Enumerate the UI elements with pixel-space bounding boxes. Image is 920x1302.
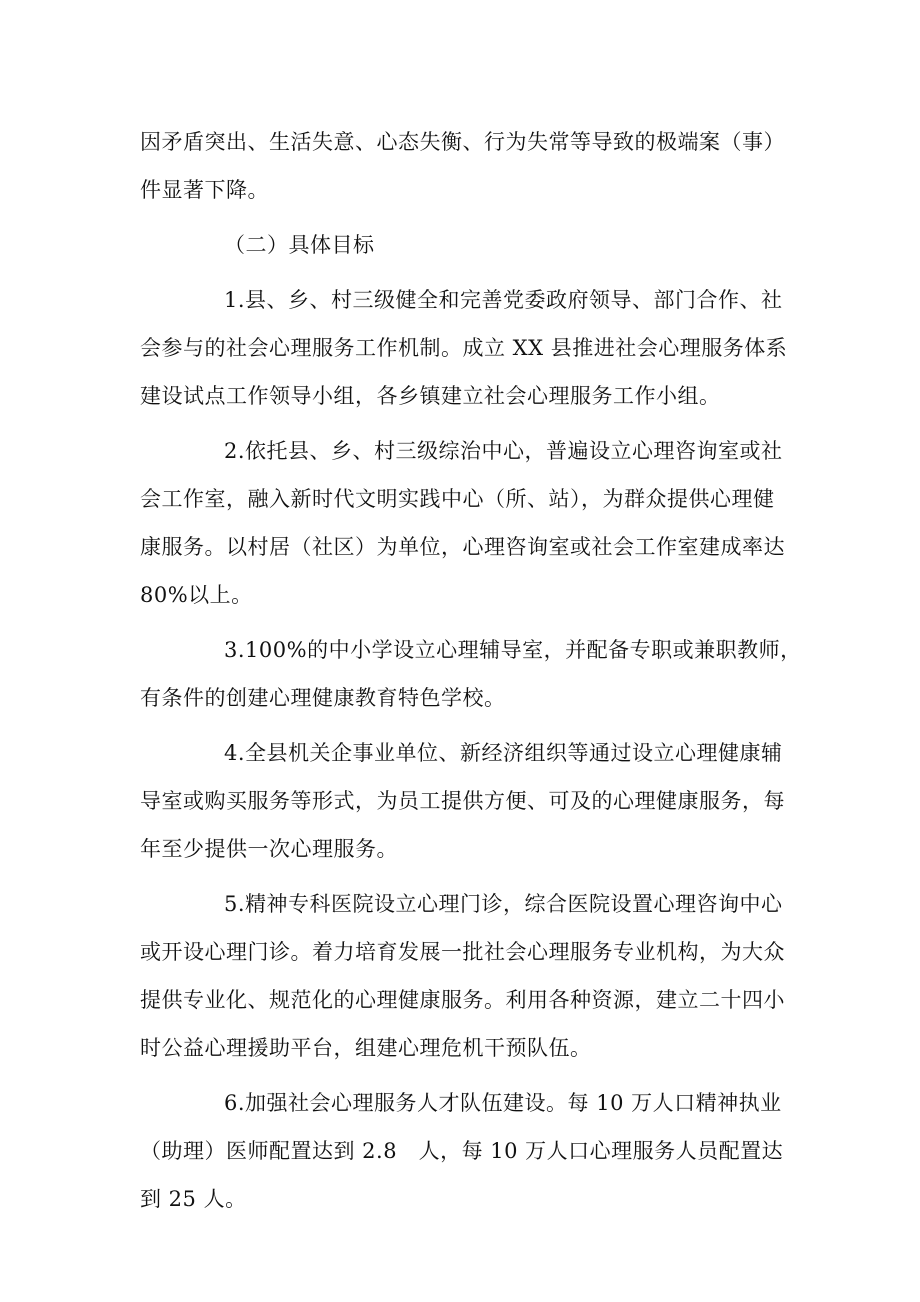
text-line: 时公益心理援助平台，组建心理危机干预队伍。 (140, 1036, 592, 1060)
text-line: 5.精神专科医院设立心理门诊，综合医院设置心理咨询中心 (224, 892, 783, 916)
paragraph-item-5 (140, 880, 790, 1072)
text-line: 80%以上。 (140, 583, 253, 607)
text-line: 会工作室，融入新时代文明实践中心（所、站），为群众提供心理健 (140, 487, 775, 511)
text-line: 年至少提供一次心理服务。 (140, 837, 398, 861)
text-line: 2.依托县、乡、村三级综治中心，普遍设立心理咨询室或社 (224, 439, 783, 463)
text-line: 4.全县机关企事业单位、新经济组织等通过设立心理健康辅 (224, 741, 783, 765)
paragraph-item-6 (140, 1079, 790, 1223)
text-line: 有条件的创建心理健康教育特色学校。 (140, 686, 506, 710)
text-line: 导室或购买服务等形式，为员工提供方便、可及的心理健康服务，每 (140, 789, 785, 813)
text-line: 建设试点工作领导小组，各乡镇建立社会心理服务工作小组。 (140, 384, 721, 408)
section-heading: （二）具体目标 (224, 233, 375, 257)
text-line: 因矛盾突出、生活失意、心态失衡、行为失常等导致的极端案（事） (140, 130, 785, 154)
text-line: （助理）医师配置达到 2.8 人，每 10 万人口心理服务人员配置达 (140, 1139, 784, 1163)
text-line: 康服务。以村居（社区）为单位，心理咨询室或社会工作室建成率达 (140, 535, 785, 559)
text-line: 3.100%的中小学设立心理辅导室，并配备专职或兼职教师， (224, 638, 802, 662)
text-line: 提供专业化、规范化的心理健康服务。利用各种资源，建立二十四小 (140, 988, 785, 1012)
paragraph-item-4 (140, 729, 790, 873)
text-line: 会参与的社会心理服务工作机制。成立 XX 县推进社会心理服务体系 (140, 336, 788, 360)
paragraph-continuation (140, 118, 790, 214)
text-line: 6.加强社会心理服务人才队伍建设。每 10 万人口精神执业 (224, 1091, 782, 1115)
paragraph-item-3 (140, 626, 802, 722)
text-line: 到 25 人。 (140, 1187, 247, 1211)
document-body (140, 118, 802, 1230)
paragraph-item-2 (140, 427, 790, 619)
paragraph-item-1 (140, 276, 790, 420)
text-line: 1.县、乡、村三级健全和完善党委政府领导、部门合作、社 (224, 288, 783, 312)
text-line: 件显著下降。 (140, 178, 269, 202)
text-line: 或开设心理门诊。着力培育发展一批社会心理服务专业机构，为大众 (140, 940, 785, 964)
